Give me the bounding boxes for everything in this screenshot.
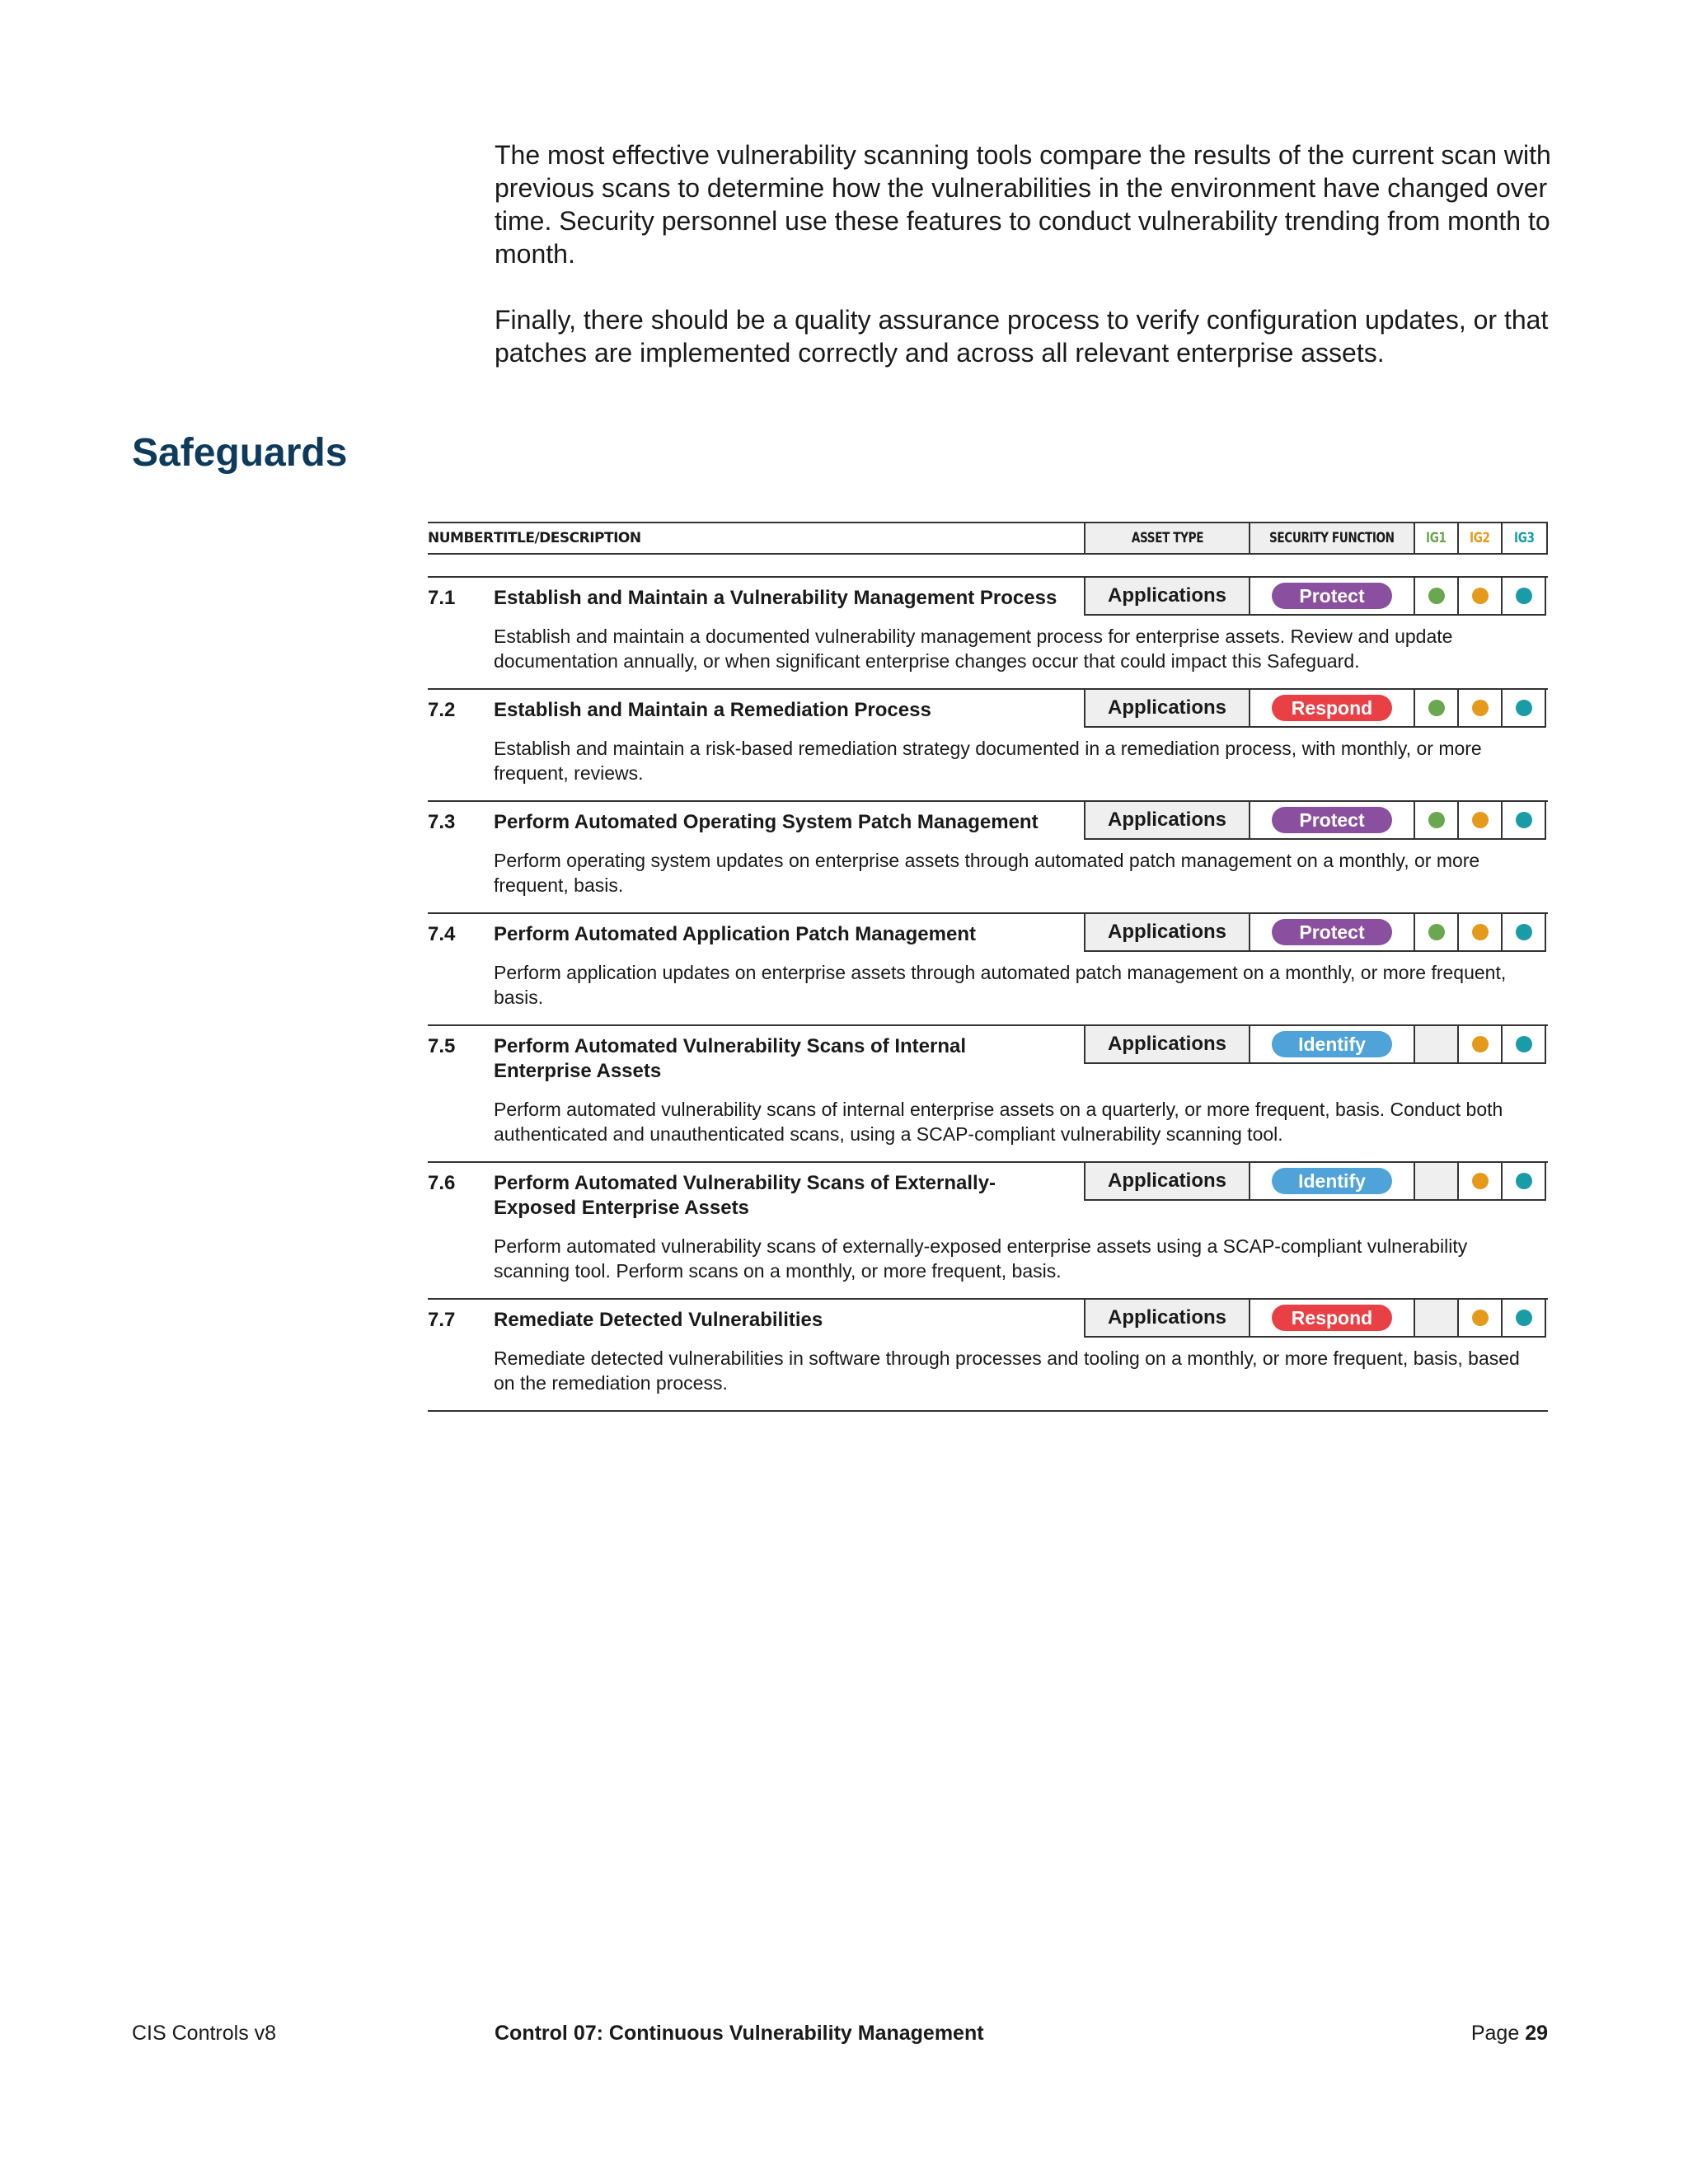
ig3-dot (1516, 1173, 1532, 1189)
header-asset-cell (1085, 523, 1250, 553)
header-number: NUMBER (428, 530, 494, 546)
footer-page-number: 29 (1525, 2022, 1548, 2045)
footer-page (1471, 2021, 1548, 2046)
row-title: Perform Automated Vulnerability Scans of Internal Enterprise Assets (494, 1035, 966, 1082)
table-row (428, 1161, 1548, 1298)
safeguards-table (428, 522, 1548, 1412)
row-title: Remediate Detected Vulnerabilities (494, 1309, 823, 1331)
header-ig1: IG1 (1426, 530, 1447, 546)
header-asset: ASSET TYPE (1131, 530, 1203, 546)
table-row (428, 912, 1548, 1024)
security-function-badge: Respond (1272, 1305, 1392, 1331)
ig3-dot (1516, 700, 1532, 716)
security-function-badge: Protect (1272, 919, 1392, 945)
header-ig3: IG3 (1514, 530, 1535, 546)
header-ig2: IG2 (1470, 530, 1490, 546)
header-ig1-cell (1415, 523, 1459, 553)
ig1-dot (1428, 588, 1445, 604)
security-function-badge: Protect (1272, 583, 1392, 609)
ig3-dot (1516, 812, 1532, 828)
security-function-badge: Identify (1272, 1168, 1392, 1194)
row-number: 7.5 (428, 1035, 456, 1057)
header-title: TITLE/DESCRIPTION (494, 530, 641, 546)
intro-paragraph-1: The most effective vulnerability scanning tools compare the results of the current scan with previous scans to determine how the vulnerabilities in the environment have changed over time. Security personnel use these features to conduct vulnerability trending from month to month. (495, 140, 1551, 269)
header-ig3-cell (1503, 523, 1546, 553)
row-number: 7.2 (428, 699, 456, 721)
security-function-badge: Protect (1272, 807, 1392, 833)
header-function: SECURITY FUNCTION (1269, 530, 1395, 546)
section-title: Safeguards (132, 431, 348, 475)
ig3-dot (1516, 1036, 1532, 1052)
footer-doc-name: CIS Controls v8 (132, 2022, 277, 2045)
table-row (428, 1298, 1548, 1410)
row-number: 7.7 (428, 1309, 456, 1331)
row-description: Perform automated vulnerability scans of externally-exposed enterprise assets using a SCAP-compliant vulnerability scanning tool. Perform scans on a monthly, or more frequent, basis. (494, 1235, 1468, 1282)
ig1-empty (1415, 1300, 1459, 1336)
footer-page-label: Page (1470, 2022, 1520, 2045)
row-description: Perform automated vulnerability scans of internal enterprise assets on a quarterly, or more frequent, basis. Conduct both authenticated and unauthenticated scans, using a SCAP-compliant vulnerability scanning tool. (494, 1099, 1503, 1145)
header-left (428, 523, 1085, 553)
row-title: Perform Automated Vulnerability Scans of Externally-Exposed Enterprise Assets (494, 1172, 996, 1219)
asset-type: Applications (1085, 578, 1250, 614)
security-function-badge: Identify (1272, 1031, 1392, 1057)
ig1-dot (1428, 812, 1445, 828)
table-row (428, 1024, 1548, 1161)
asset-type: Applications (1085, 1300, 1250, 1336)
intro-paragraph-2: Finally, there should be a quality assurance process to verify configuration updates, or that patches are implemented correctly and across all relevant enterprise assets. (495, 305, 1549, 368)
ig1-empty (1415, 1163, 1459, 1199)
row-number: 7.3 (428, 811, 456, 833)
intro-text (495, 138, 1558, 402)
row-title: Establish and Maintain a Remediation Process (494, 699, 931, 721)
row-number: 7.1 (428, 587, 456, 609)
row-description: Perform application updates on enterprise assets through automated patch management on a monthly, or more frequent, basis. (494, 962, 1507, 1008)
table-bottom-rule (428, 1410, 1548, 1412)
row-description: Establish and maintain a documented vulnerability management process for enterprise assets. Review and update documentation annually, or when significant enterprise changes occur that could impact this Safeguard. (494, 626, 1453, 672)
row-description: Perform operating system updates on enterprise assets through automated patch management on a monthly, or more frequent, basis. (494, 850, 1480, 896)
row-description: Remediate detected vulnerabilities in software through processes and tooling on a monthly, or more frequent, basis, based on the remediation process. (494, 1347, 1520, 1394)
table-row (428, 688, 1548, 800)
ig2-dot (1472, 1036, 1489, 1052)
asset-type: Applications (1085, 914, 1250, 950)
ig2-dot (1472, 1310, 1489, 1326)
ig2-dot (1472, 700, 1489, 716)
row-number: 7.6 (428, 1172, 456, 1194)
asset-type: Applications (1085, 1163, 1250, 1199)
asset-type: Applications (1085, 802, 1250, 838)
row-number: 7.4 (428, 923, 456, 945)
table-row (428, 576, 1548, 688)
ig3-dot (1516, 1310, 1532, 1326)
table-row (428, 800, 1548, 912)
ig3-dot (1516, 924, 1532, 940)
ig1-dot (1428, 924, 1445, 940)
ig2-dot (1472, 588, 1489, 604)
ig3-dot (1516, 588, 1532, 604)
ig2-dot (1472, 1173, 1489, 1189)
header-ig2-cell (1459, 523, 1503, 553)
asset-type: Applications (1085, 690, 1250, 726)
table-header (428, 522, 1548, 555)
row-title: Perform Automated Application Patch Management (494, 923, 976, 945)
security-function-badge: Respond (1272, 695, 1392, 721)
row-title: Perform Automated Operating System Patch Management (494, 811, 1039, 833)
header-function-cell (1250, 523, 1415, 553)
ig2-dot (1472, 924, 1489, 940)
ig2-dot (1472, 812, 1489, 828)
ig1-empty (1415, 1026, 1459, 1062)
asset-type: Applications (1085, 1026, 1250, 1062)
row-description: Establish and maintain a risk-based remediation strategy documented in a remediation process, with monthly, or more frequent, reviews. (494, 738, 1482, 784)
ig1-dot (1428, 700, 1445, 716)
row-title: Establish and Maintain a Vulnerability Management Process (494, 587, 1057, 609)
footer-control-title: Control 07: Continuous Vulnerability Management (495, 2022, 984, 2045)
